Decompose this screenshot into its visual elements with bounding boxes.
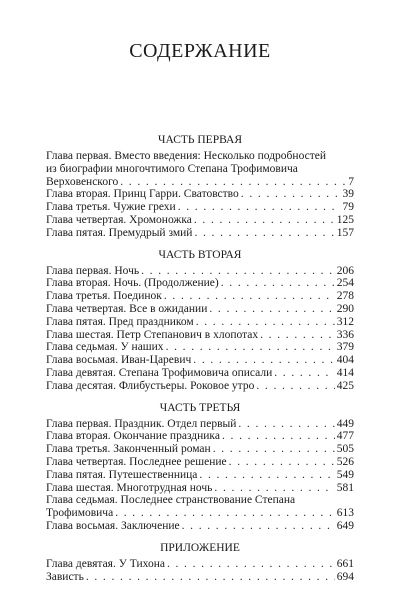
part-heading: ЧАСТЬ ВТОРАЯ	[158, 248, 242, 261]
page-number: 477	[336, 430, 354, 443]
dot-leader	[194, 227, 334, 240]
part-heading: ЧАСТЬ ТРЕТЬЯ	[159, 401, 241, 414]
toc-section	[46, 134, 354, 240]
toc-entry	[46, 277, 354, 290]
toc-entry	[46, 214, 354, 227]
page-number: 414	[336, 366, 354, 379]
dot-leader	[120, 176, 346, 189]
toc-entry	[46, 188, 354, 201]
toc-entry	[46, 316, 354, 329]
dot-leader	[214, 482, 334, 495]
chapter-title-line: Глава третья. Поединок	[46, 290, 162, 303]
toc-entry	[46, 520, 354, 533]
page-number: 661	[336, 557, 354, 570]
chapter-title-line: Глава четвертая. Последнее решение	[46, 455, 227, 468]
chapter-title-line: Глава восьмая. Заключение	[46, 519, 180, 532]
toc-entry	[46, 494, 354, 520]
toc-row	[46, 290, 354, 303]
toc-row	[46, 214, 354, 227]
page-number: 505	[336, 443, 354, 456]
toc-section	[46, 402, 354, 533]
toc-row	[46, 520, 354, 533]
toc-entry	[46, 469, 354, 482]
chapter-title-line: Глава пятая. Путешественница	[46, 468, 198, 481]
dot-leader	[164, 290, 335, 303]
chapter-title-line: Глава пятая. Премудрый змий	[46, 226, 193, 239]
toc-entry	[46, 380, 354, 393]
chapter-title-line: из биографии многочтимого Степана Трофимовича	[46, 162, 298, 175]
part-heading: ЧАСТЬ ПЕРВАЯ	[157, 134, 243, 146]
dot-leader	[209, 303, 334, 316]
chapter-title-line: Глава шестая. Петр Степанович в хлопотах	[46, 328, 259, 341]
page-number: 206	[336, 264, 354, 277]
toc-row	[46, 265, 354, 278]
toc-row	[46, 303, 354, 316]
page-number: 404	[336, 354, 354, 367]
toc-row	[46, 558, 354, 571]
chapter-title-line: Глава шестая. Многотрудная ночь	[46, 481, 213, 494]
toc-row	[46, 469, 354, 482]
toc-entry	[46, 201, 354, 214]
toc-row	[46, 176, 354, 189]
dot-leader	[166, 341, 335, 354]
chapter-title-line: Глава вторая. Принц Гарри. Сватовство	[46, 188, 239, 201]
page-number: 7	[348, 175, 354, 188]
page-number: 379	[336, 341, 354, 354]
toc-entry	[46, 418, 354, 431]
toc-row	[46, 430, 354, 443]
dot-leader	[178, 201, 341, 214]
toc-row	[46, 418, 354, 431]
dot-leader	[141, 265, 335, 278]
dot-leader	[194, 214, 335, 227]
toc-row	[46, 329, 354, 342]
dot-leader	[167, 558, 335, 571]
toc-entry	[46, 558, 354, 571]
dot-leader	[199, 469, 334, 482]
chapter-title-line: Верховенского	[46, 175, 119, 188]
toc-entry	[46, 341, 354, 354]
chapter-title-line: Глава третья. Законченный роман	[46, 443, 211, 456]
page-number: 336	[336, 328, 354, 341]
part-heading: ПРИЛОЖЕНИЕ	[160, 541, 240, 554]
toc-entry	[46, 354, 354, 367]
chapter-title-line: Трофимовича	[46, 507, 114, 520]
toc-row	[46, 507, 354, 520]
dot-leader	[260, 329, 335, 342]
toc-row	[46, 227, 354, 240]
dot-leader	[193, 354, 334, 367]
dot-leader	[213, 443, 335, 456]
toc-row	[46, 354, 354, 367]
dot-leader	[229, 456, 335, 469]
chapter-title-line: Глава пятая. Пред праздником	[46, 315, 194, 328]
chapter-title-line: Глава седьмая. Последнее странствование Степана	[46, 494, 296, 507]
page-number: 278	[336, 290, 354, 303]
toc-section	[46, 249, 354, 393]
dot-leader	[221, 277, 335, 290]
page-number: 449	[336, 417, 354, 430]
toc-entry	[46, 456, 354, 469]
dot-leader	[238, 418, 334, 431]
page-number: 549	[336, 468, 354, 481]
toc-row	[46, 571, 354, 584]
toc-entry	[46, 303, 354, 316]
toc-entry	[46, 227, 354, 240]
chapter-title-line: Глава седьмая. У наших	[46, 341, 164, 354]
chapter-title-line: Глава третья. Чужие грехи	[46, 201, 176, 214]
page-number: 39	[342, 188, 354, 201]
toc-row	[46, 367, 354, 380]
chapter-title-line: Глава четвертая. Все в ожидании	[46, 302, 208, 315]
toc-row	[46, 341, 354, 354]
toc-entry	[46, 150, 354, 188]
page-number: 290	[336, 302, 354, 315]
dot-leader	[274, 367, 335, 380]
chapter-title-line: Глава восьмая. Иван-Царевич	[46, 354, 192, 367]
toc-entry	[46, 367, 354, 380]
toc-entry	[46, 482, 354, 495]
page-number: 581	[336, 481, 354, 494]
toc-entry	[46, 265, 354, 278]
chapter-title-line: Глава девятая. Степана Трофимовича описали	[46, 366, 273, 379]
chapter-title-line: Зависть	[46, 570, 84, 583]
toc-row	[46, 456, 354, 469]
chapter-title-line: Глава первая. Праздник. Отдел первый	[46, 417, 237, 430]
dot-leader	[182, 520, 335, 533]
toc-entry	[46, 571, 354, 584]
page-number: 526	[336, 455, 354, 468]
table-of-contents	[46, 134, 354, 592]
page-number: 157	[336, 226, 354, 239]
toc-section	[46, 542, 354, 584]
page-number: 254	[336, 277, 354, 290]
toc-row	[46, 201, 354, 214]
chapter-title-line: Глава первая. Ночь	[46, 264, 140, 277]
dot-leader	[86, 571, 335, 584]
page-number: 312	[336, 315, 354, 328]
toc-entry	[46, 443, 354, 456]
toc-entry	[46, 329, 354, 342]
chapter-title-line: Глава первая. Вместо введения: Несколько подробностей	[46, 150, 326, 162]
toc-row	[46, 380, 354, 393]
dot-leader	[115, 507, 335, 520]
chapter-title-line: Глава девятая. У Тихона	[46, 557, 165, 570]
toc-row	[46, 188, 354, 201]
page-number: 425	[336, 379, 354, 392]
chapter-title-line: Глава четвертая. Хромоножка	[46, 213, 192, 226]
dot-leader	[241, 188, 341, 201]
page-title: СОДЕРЖАНИЕ	[129, 40, 271, 62]
chapter-title-line: Глава вторая. Окончание праздника	[46, 430, 220, 443]
chapter-title-line: Глава вторая. Ночь. (Продолжение)	[46, 277, 219, 290]
page-number: 649	[336, 519, 354, 532]
page-number: 694	[336, 570, 354, 583]
dot-leader	[256, 380, 334, 393]
toc-entry	[46, 430, 354, 443]
page-number: 613	[336, 507, 354, 520]
toc-entry	[46, 290, 354, 303]
dot-leader	[196, 316, 335, 329]
chapter-title-line: Глава десятая. Флибустьеры. Роковое утро	[46, 379, 255, 392]
toc-row	[46, 316, 354, 329]
toc-row	[46, 443, 354, 456]
dot-leader	[222, 430, 335, 443]
page-number: 79	[342, 201, 354, 214]
page-number: 125	[336, 213, 354, 226]
toc-row	[46, 277, 354, 290]
toc-row	[46, 482, 354, 495]
